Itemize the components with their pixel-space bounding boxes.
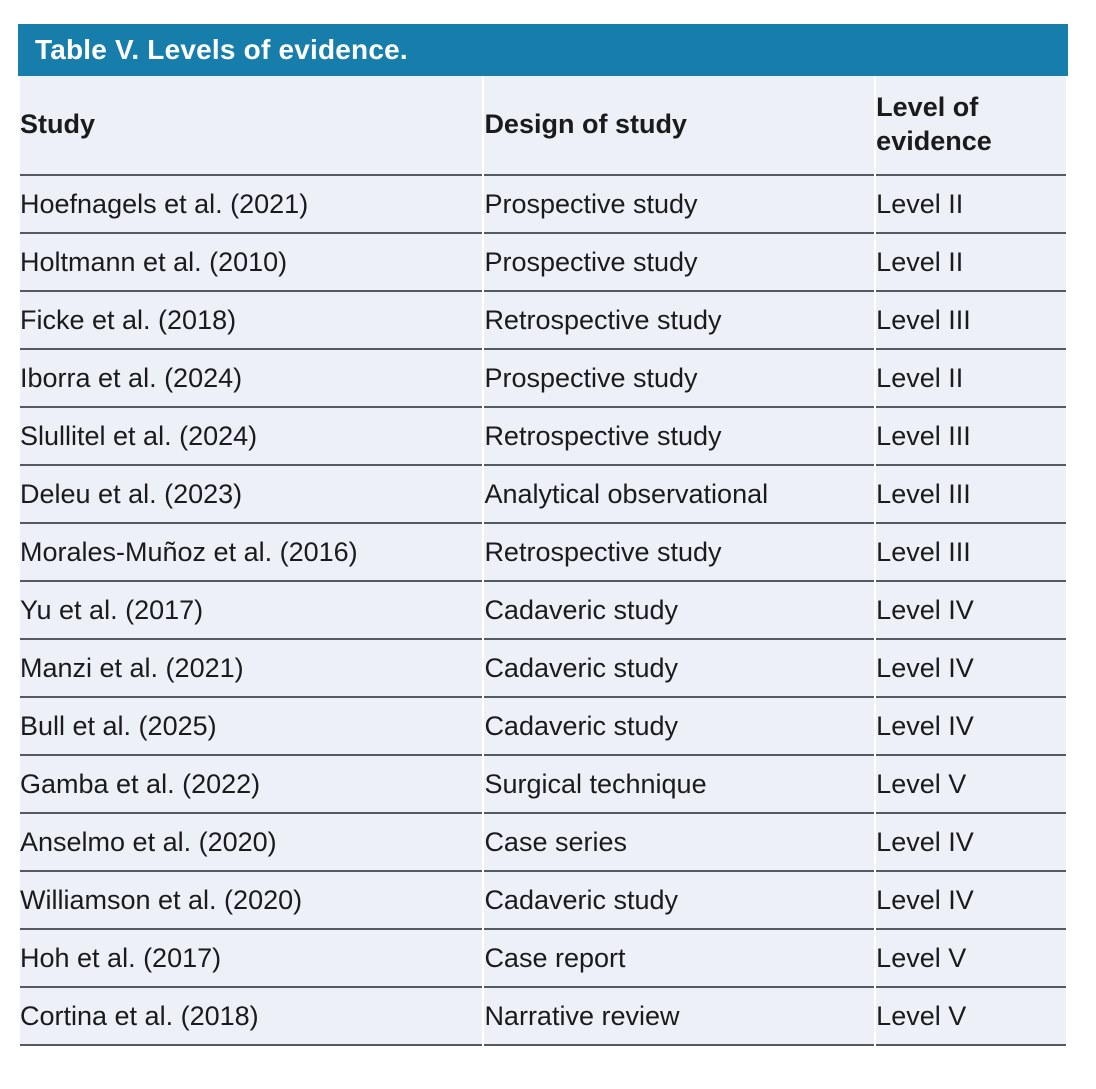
design-cell: Retrospective study xyxy=(484,408,874,466)
table-row xyxy=(20,988,1066,1046)
table-row xyxy=(20,582,1066,640)
design-cell: Surgical technique xyxy=(484,756,874,814)
study-cell: Anselmo et al. (2020) xyxy=(20,814,482,872)
table-row xyxy=(20,408,1066,466)
design-cell: Cadaveric study xyxy=(484,698,874,756)
table-title-bar xyxy=(18,24,1068,76)
table-row xyxy=(20,698,1066,756)
table-row xyxy=(20,930,1066,988)
evidence-table xyxy=(18,76,1068,1046)
design-cell: Cadaveric study xyxy=(484,582,874,640)
study-cell: Bull et al. (2025) xyxy=(20,698,482,756)
table-row xyxy=(20,466,1066,524)
header-row xyxy=(20,76,1066,176)
table-title: Table V. Levels of evidence. xyxy=(35,34,408,65)
design-cell: Cadaveric study xyxy=(484,640,874,698)
level-cell: Level III xyxy=(876,408,1066,466)
column-header-design: Design of study xyxy=(484,76,874,176)
design-cell: Narrative review xyxy=(484,988,874,1046)
study-cell: Holtmann et al. (2010) xyxy=(20,234,482,292)
study-cell: Hoh et al. (2017) xyxy=(20,930,482,988)
level-cell: Level V xyxy=(876,988,1066,1046)
study-cell: Hoefnagels et al. (2021) xyxy=(20,176,482,234)
table-row xyxy=(20,234,1066,292)
level-cell: Level II xyxy=(876,234,1066,292)
study-cell: Yu et al. (2017) xyxy=(20,582,482,640)
table-header xyxy=(20,76,1066,176)
study-cell: Ficke et al. (2018) xyxy=(20,292,482,350)
table-body xyxy=(20,176,1066,1046)
design-cell: Case series xyxy=(484,814,874,872)
table-row xyxy=(20,176,1066,234)
table-row xyxy=(20,756,1066,814)
study-cell: Williamson et al. (2020) xyxy=(20,872,482,930)
level-cell: Level IV xyxy=(876,698,1066,756)
level-cell: Level IV xyxy=(876,872,1066,930)
study-cell: Manzi et al. (2021) xyxy=(20,640,482,698)
table-row xyxy=(20,640,1066,698)
design-cell: Prospective study xyxy=(484,176,874,234)
level-cell: Level III xyxy=(876,292,1066,350)
study-cell: Slullitel et al. (2024) xyxy=(20,408,482,466)
evidence-table-container xyxy=(18,24,1068,1046)
level-cell: Level V xyxy=(876,930,1066,988)
level-cell: Level III xyxy=(876,524,1066,582)
design-cell: Retrospective study xyxy=(484,524,874,582)
table-row xyxy=(20,292,1066,350)
design-cell: Prospective study xyxy=(484,234,874,292)
design-cell: Analytical observational xyxy=(484,466,874,524)
study-cell: Cortina et al. (2018) xyxy=(20,988,482,1046)
table-row xyxy=(20,350,1066,408)
design-cell: Cadaveric study xyxy=(484,872,874,930)
study-cell: Gamba et al. (2022) xyxy=(20,756,482,814)
table-row xyxy=(20,524,1066,582)
design-cell: Prospective study xyxy=(484,350,874,408)
design-cell: Case report xyxy=(484,930,874,988)
table-row xyxy=(20,814,1066,872)
table-row xyxy=(20,872,1066,930)
column-header-level: Level of evidence xyxy=(876,76,1066,176)
column-header-study: Study xyxy=(20,76,482,176)
study-cell: Deleu et al. (2023) xyxy=(20,466,482,524)
level-cell: Level V xyxy=(876,756,1066,814)
study-cell: Morales-Muñoz et al. (2016) xyxy=(20,524,482,582)
level-cell: Level III xyxy=(876,466,1066,524)
level-cell: Level II xyxy=(876,350,1066,408)
level-cell: Level II xyxy=(876,176,1066,234)
design-cell: Retrospective study xyxy=(484,292,874,350)
level-cell: Level IV xyxy=(876,640,1066,698)
study-cell: Iborra et al. (2024) xyxy=(20,350,482,408)
table-grid xyxy=(18,76,1068,1046)
level-cell: Level IV xyxy=(876,582,1066,640)
level-cell: Level IV xyxy=(876,814,1066,872)
